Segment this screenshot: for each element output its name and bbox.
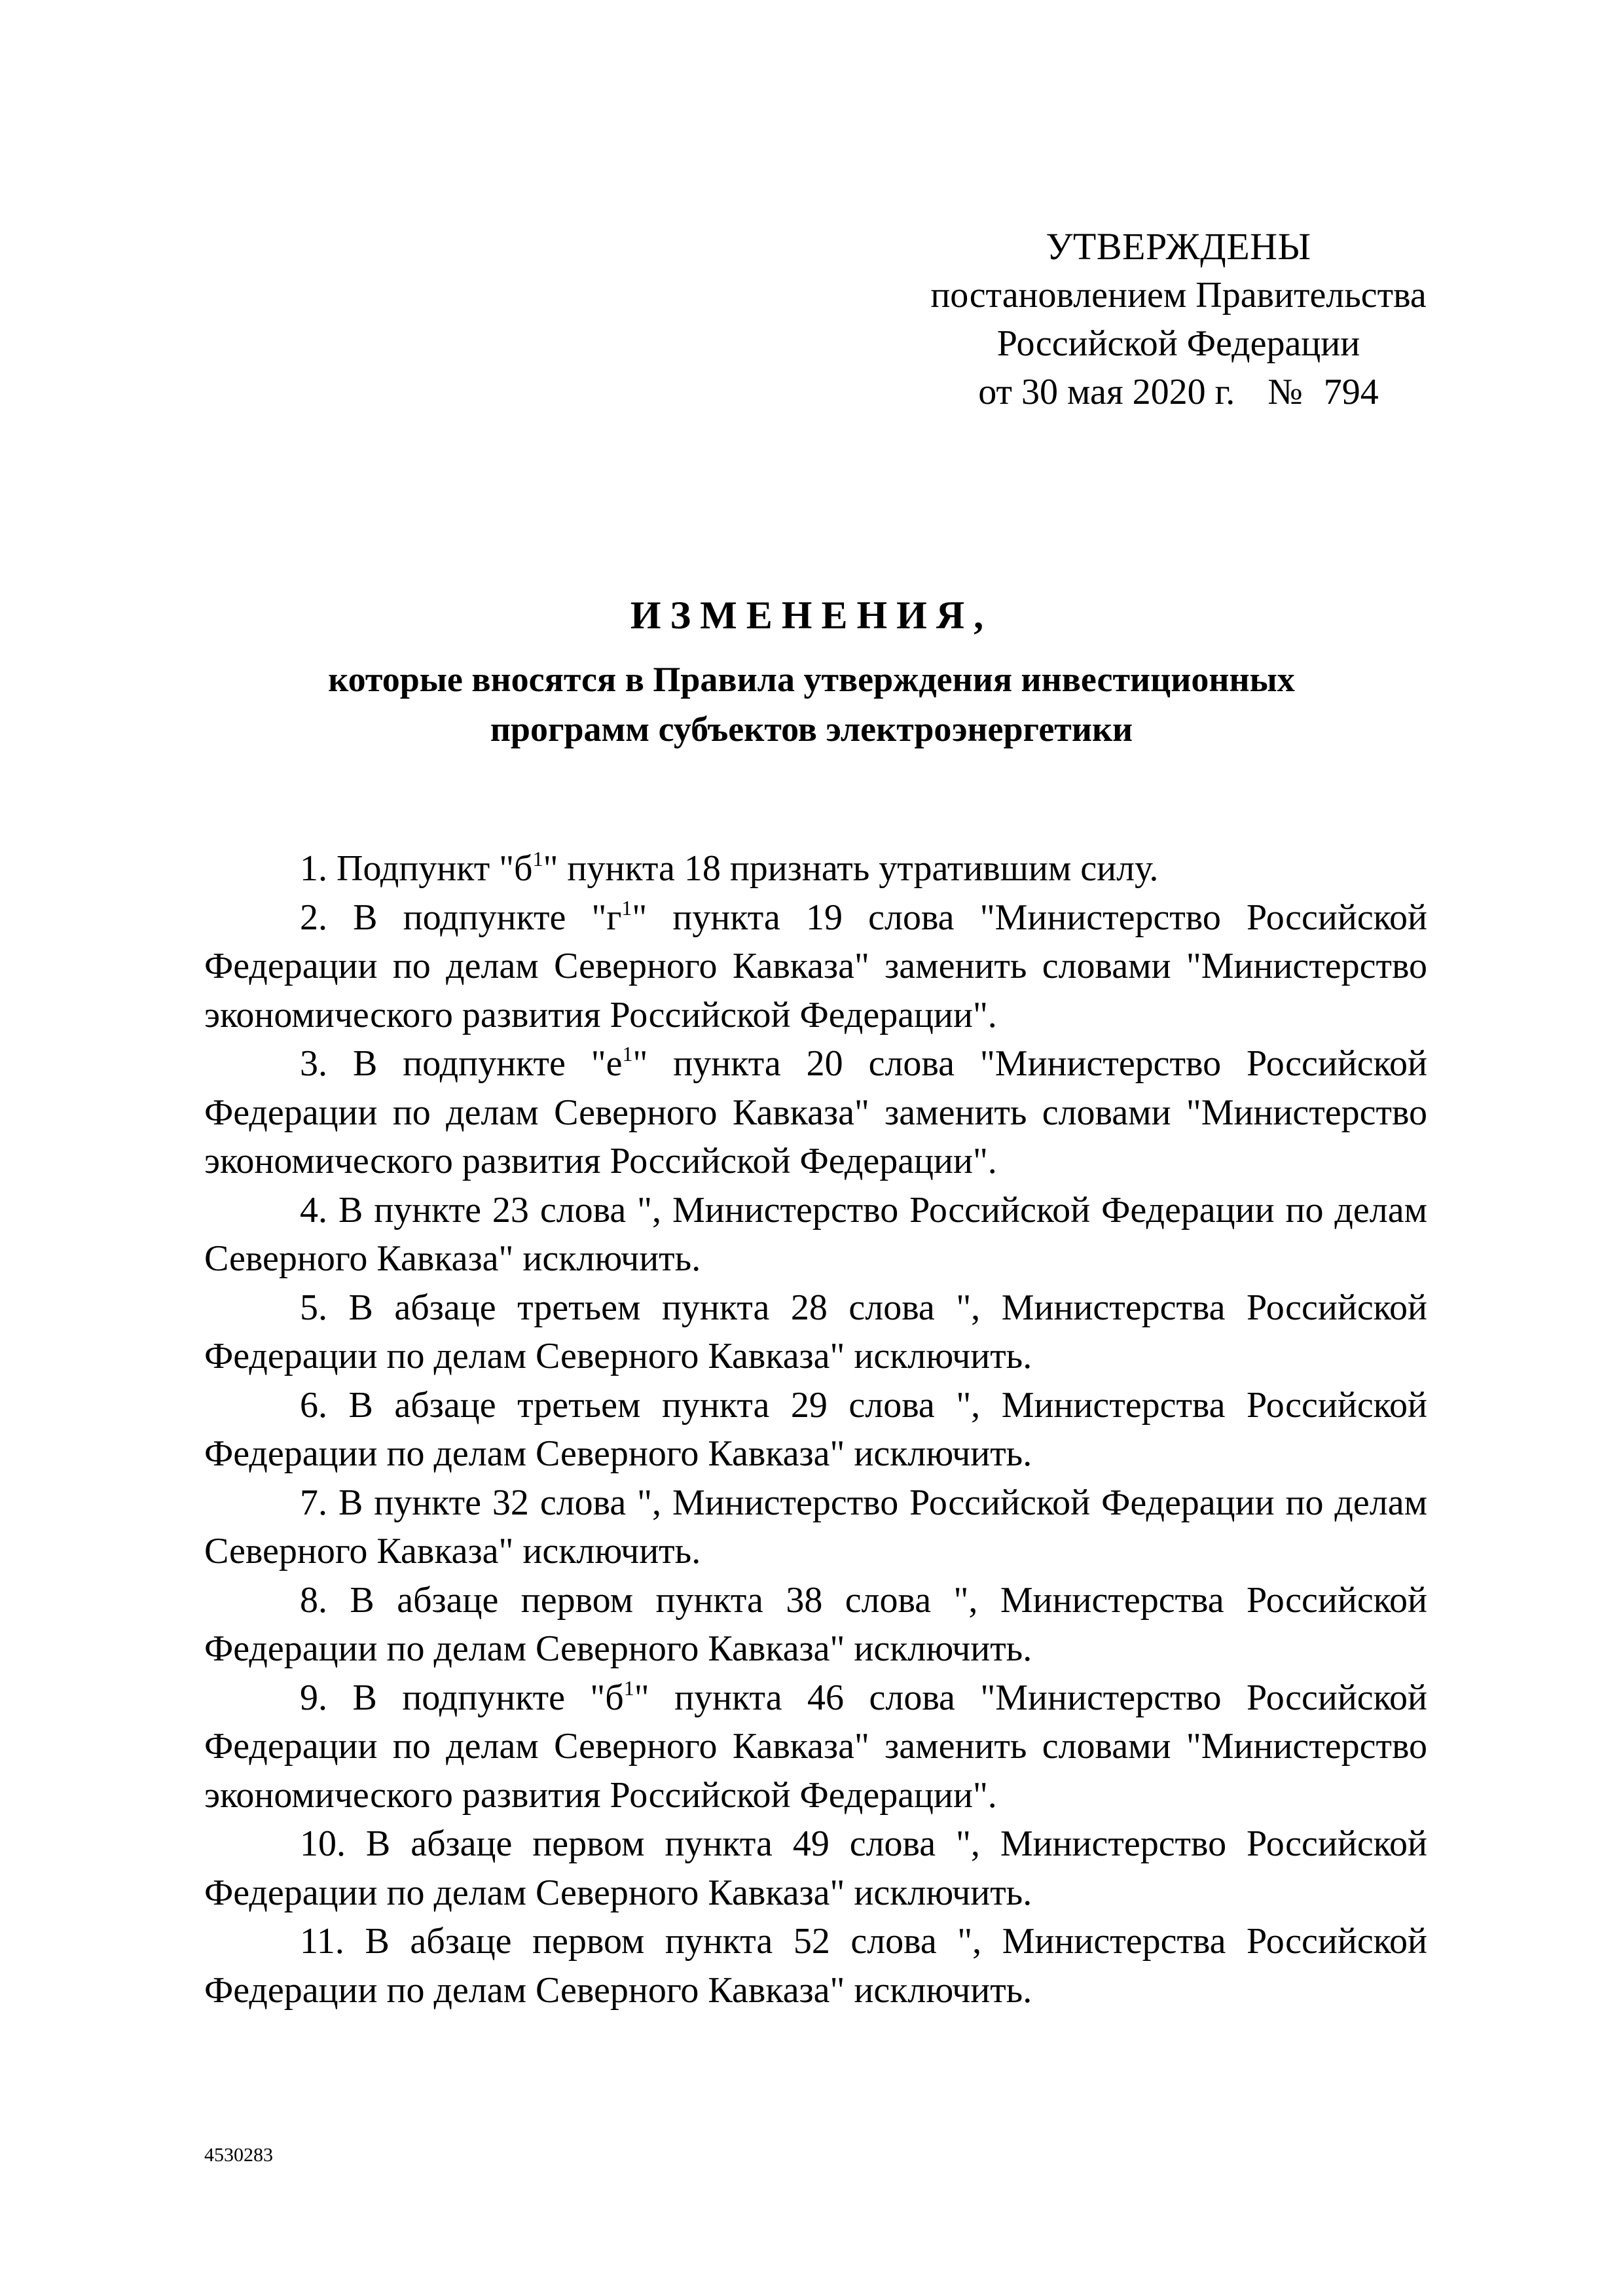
amendment-item: 1. Подпункт "$б^1$" пункта 18 признать утратившим силу. xyxy=(300,847,1159,889)
heading-subtitle xyxy=(0,655,1623,754)
heading-subtitle-line-2: программ субъектов электроэнергетики xyxy=(490,709,1133,749)
amendment-item: 8. В абзаце первом пункта 38 слова ", Министерства Российской Федерации по делам Северного Кавказа" исключить. xyxy=(204,1579,1427,1669)
amendment-item: 10. В абзаце первом пункта 49 слова ", Министерство Российской Федерации по делам Северного Кавказа" исключить. xyxy=(204,1823,1427,1913)
document-code: 4530283 xyxy=(204,2144,273,2166)
approval-block xyxy=(851,223,1506,416)
amendment-item: 7. В пункте 32 слова ", Министерство Российской Федерации по делам Северного Кавказа" исключить. xyxy=(204,1482,1427,1571)
approval-line-2: Российской Федерации xyxy=(996,323,1360,364)
approval-title: УТВЕРЖДЕНЫ xyxy=(1046,225,1311,268)
approval-number: 794 xyxy=(1323,372,1379,412)
amendment-item: 2. В подпункте "$г^1$" пункта 19 слова "Министерство Российской Федерации по делам Северного Кавказа" заменить словами "Министерство экономического развития Российской Федерации". xyxy=(204,895,1428,1035)
heading-subtitle-line-1: которые вносятся в Правила утверждения инвестиционных xyxy=(328,660,1295,699)
approval-date: от 30 мая 2020 г. xyxy=(978,372,1235,412)
approval-number-sign: № xyxy=(1267,372,1303,412)
document-heading xyxy=(0,589,1623,754)
amendments-list xyxy=(204,844,1427,2015)
amendment-item: 9. В подпункте "$б^1$" пункта 46 слова "Министерство Российской Федерации по делам Северного Кавказа" заменить словами "Министерство экономического развития Российской Федерации". xyxy=(204,1676,1427,1816)
heading-title: ИЗМЕНЕНИЯ, xyxy=(630,594,993,637)
approval-line-1: постановлением Правительства xyxy=(930,275,1427,315)
amendment-item: 6. В абзаце третьем пункта 29 слова ", Министерства Российской Федерации по делам Северного Кавказа" исключить. xyxy=(204,1384,1427,1474)
amendment-item: 11. В абзаце первом пункта 52 слова ", Министерства Российской Федерации по делам Северного Кавказа" исключить. xyxy=(204,1921,1427,2011)
amendment-item: 5. В абзаце третьем пункта 28 слова ", Министерства Российской Федерации по делам Северного Кавказа" исключить. xyxy=(204,1287,1427,1376)
amendment-item: 4. В пункте 23 слова ", Министерство Российской Федерации по делам Северного Кавказа" исключить. xyxy=(204,1189,1427,1279)
amendment-item: 3. В подпункте "$е^1$" пункта 20 слова "Министерство Российской Федерации по делам Северного Кавказа" заменить словами "Министерство экономического развития Российской Федерации". xyxy=(204,1042,1427,1181)
approval-date-line xyxy=(851,368,1506,416)
